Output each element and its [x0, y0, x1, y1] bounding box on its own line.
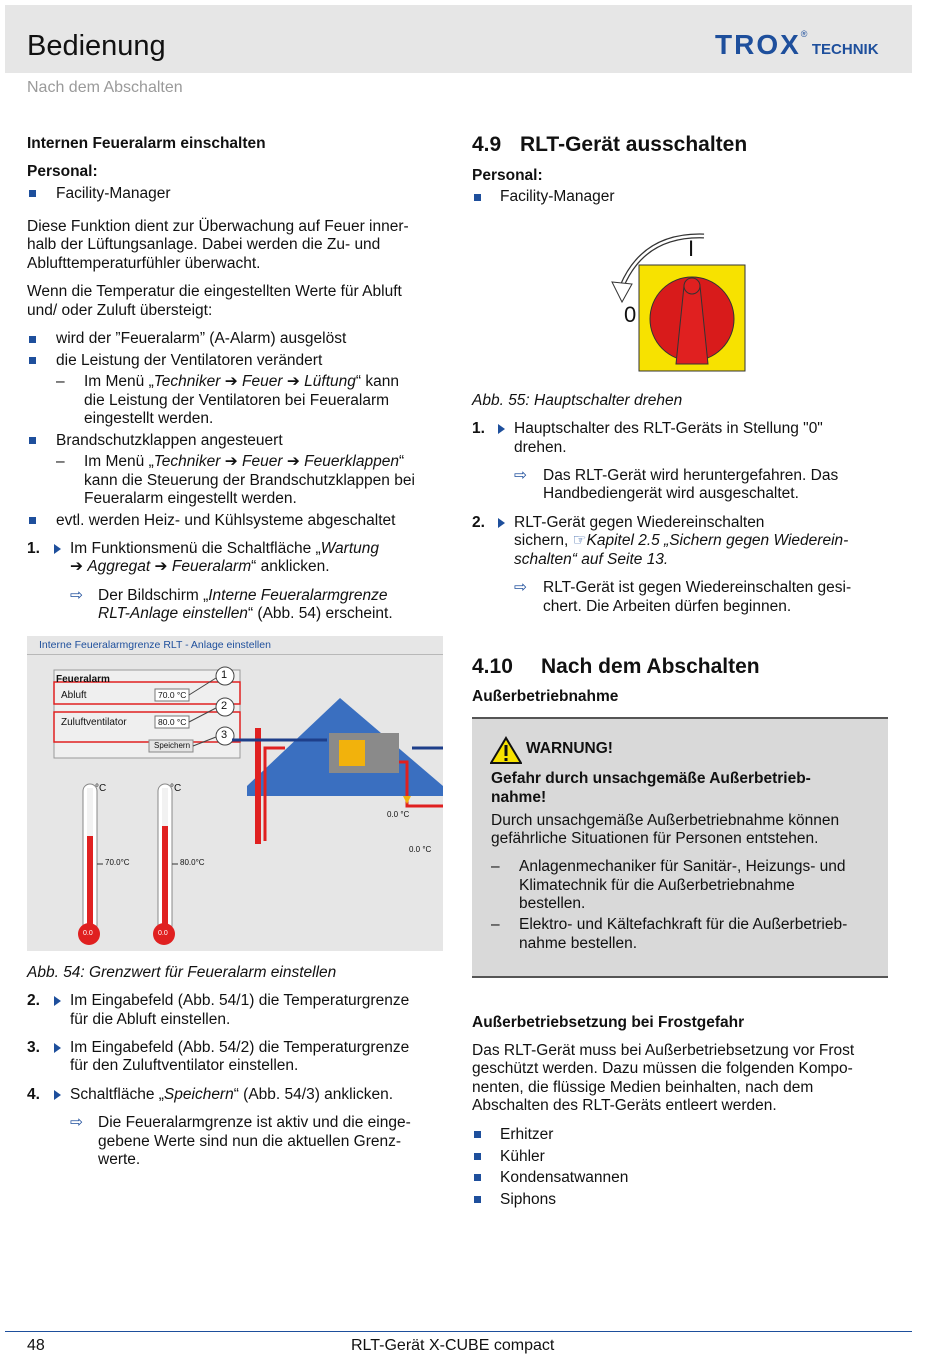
result-arrow-icon: ⇨	[70, 587, 83, 604]
bullet-icon	[474, 194, 481, 201]
bullet-icon	[29, 517, 36, 524]
bullet-icon	[29, 437, 36, 444]
step-text: drehen.	[514, 439, 567, 456]
result-text: gebene Werte sind nun die aktuellen Grenz-	[98, 1133, 402, 1150]
step-arrow-icon	[498, 518, 505, 528]
subheading-frost: Außerbetriebsetzung bei Frostgefahr	[472, 1014, 745, 1031]
result-text: RLT-Anlage einstellen“ (Abb. 54) erscheint.	[98, 605, 393, 622]
section-number-4-10: 4.10	[472, 655, 513, 678]
step-text: für die Abluft einstellen.	[70, 1011, 231, 1028]
screen-title: Interne Feueralarmgrenze RLT - Anlage einstellen	[39, 639, 271, 651]
paragraph-line: Diese Funktion dient zur Überwachung auf Feuer inner-	[27, 218, 409, 235]
result-text: werte.	[98, 1151, 141, 1168]
list-subitem: Im Menü „Techniker ➔ Feuer ➔ Lüftung“ kann	[84, 373, 399, 390]
zuluft-label: Zuluftventilator	[61, 717, 127, 728]
section-number-4-9: 4.9	[472, 133, 502, 156]
list-subitem-line: eingestellt werden.	[84, 410, 214, 427]
list-item: Brandschutzklappen angesteuert	[56, 432, 283, 449]
step-number: 3.	[27, 1039, 40, 1056]
list-item: Kondensatwannen	[500, 1169, 629, 1186]
warning-text: gefährliche Situationen für Personen entstehen.	[491, 830, 819, 847]
page-title: Bedienung	[27, 30, 166, 62]
main-switch-figure	[604, 224, 754, 374]
warning-heading: nahme!	[491, 789, 547, 806]
personal-label: Personal:	[472, 167, 543, 184]
warning-label: WARNUNG!	[526, 740, 613, 757]
list-item: die Leistung der Ventilatoren verändert	[56, 352, 323, 369]
list-item: Siphons	[500, 1191, 557, 1208]
result-text: Der Bildschirm „Interne Feueralarmgrenze	[98, 587, 388, 604]
bullet-icon	[474, 1174, 481, 1181]
abluft-label: Abluft	[61, 690, 87, 701]
abluft-input[interactable]: 70.0 °C	[158, 690, 187, 700]
bullet-icon	[474, 1153, 481, 1160]
page-subtitle: Nach dem Abschalten	[27, 79, 183, 96]
step-number: 2.	[27, 992, 40, 1009]
switch-off-mark: 0	[624, 302, 637, 327]
step-text: Hauptschalter des RLT-Geräts in Stellung "0"	[514, 420, 823, 437]
result-text: RLT-Gerät ist gegen Wiedereinschalten gesi-	[543, 579, 852, 596]
step-arrow-icon	[54, 544, 61, 554]
figure-caption-54: Abb. 54: Grenzwert für Feueralarm einstellen	[27, 964, 337, 981]
therm2-mark: 80.0°C	[180, 858, 205, 867]
bullet-icon	[474, 1131, 481, 1138]
save-button[interactable]: Speichern	[154, 741, 191, 750]
paragraph-line: halb der Lüftungsanlage. Dabei werden die Zu- und	[27, 236, 381, 253]
paragraph-line: nenten, die flüssige Medien beinhalten, nach dem	[472, 1079, 814, 1096]
paragraph-line: Wenn die Temperatur die eingestellten Werte für Abluft	[27, 283, 402, 300]
personal-label: Personal:	[27, 163, 98, 180]
result-arrow-icon: ⇨	[514, 467, 527, 484]
list-subitem: Im Menü „Techniker ➔ Feuer ➔ Feuerklappen“	[84, 453, 405, 470]
step-arrow-icon	[498, 424, 505, 434]
callout-2: 2	[221, 700, 228, 712]
section-heading-feueralarm: Internen Feueralarm einschalten	[27, 135, 266, 152]
warning-heading: Gefahr durch unsachgemäße Außerbetrieb-	[491, 770, 811, 787]
list-subitem-line: die Leistung der Ventilatoren bei Feueralarm	[84, 392, 390, 409]
step-text: Im Eingabefeld (Abb. 54/2) die Temperaturgrenze	[70, 1039, 410, 1056]
figure-caption-55: Abb. 55: Hauptschalter drehen	[472, 392, 683, 409]
step-arrow-icon	[54, 1090, 61, 1100]
page-number: 48	[27, 1337, 45, 1354]
step-text: Im Eingabefeld (Abb. 54/1) die Temperaturgrenze	[70, 992, 410, 1009]
personal-item: Facility-Manager	[500, 188, 615, 205]
chapter-link[interactable]: Kapitel 2.5 „Sichern gegen Wiederein-	[586, 532, 849, 549]
paragraph-line: Abschalten des RLT-Geräts entleert werden.	[472, 1097, 777, 1114]
trox-logo: TROX® TECHNIK	[715, 29, 879, 60]
result-text: chert. Die Arbeiten dürfen beginnen.	[543, 598, 792, 615]
bullet-icon	[474, 1196, 481, 1203]
step-text: RLT-Gerät gegen Wiedereinschalten	[514, 514, 765, 531]
list-item: wird der ”Feueralarm” (A-Alarm) ausgelöst	[56, 330, 347, 347]
step-number: 2.	[472, 514, 485, 531]
therm1-unit: °C	[95, 783, 107, 794]
warning-text: Durch unsachgemäße Außerbetriebnahme können	[491, 812, 840, 829]
list-item: evtl. werden Heiz- und Kühlsysteme abgeschaltet	[56, 512, 396, 529]
list-subitem-line: Feueralarm eingestellt werden.	[84, 490, 297, 507]
step-text: sichern, ☞Kapitel 2.5 „Sichern gegen Wiederein-	[514, 532, 849, 549]
step-text: Schaltfläche „Speichern“ (Abb. 54/3) anklicken.	[70, 1086, 394, 1103]
list-subitem-line: kann die Steuerung der Brandschutzklappen bei	[84, 472, 415, 489]
dash-icon: –	[56, 373, 65, 390]
therm2-bulb-value: 0.0	[158, 930, 168, 937]
fire-alarm-screen-figure	[27, 636, 443, 951]
result-text: Die Feueralarmgrenze ist aktiv und die einge-	[98, 1114, 411, 1131]
bullet-icon	[29, 190, 36, 197]
step-arrow-icon	[54, 996, 61, 1006]
step-number: 4.	[27, 1086, 40, 1103]
step-text: für den Zuluftventilator einstellen.	[70, 1057, 299, 1074]
dash-icon: –	[491, 858, 500, 875]
house-value-1: 0.0 °C	[387, 810, 410, 819]
result-arrow-icon: ⇨	[70, 1114, 83, 1131]
product-name: RLT-Gerät X-CUBE compact	[351, 1337, 555, 1354]
step-arrow-icon	[54, 1043, 61, 1053]
warning-item: Elektro- und Kältefachkraft für die Außerbetrieb-	[519, 916, 848, 933]
step-number: 1.	[472, 420, 485, 437]
warning-item: nahme bestellen.	[519, 935, 638, 952]
dash-icon: –	[56, 453, 65, 470]
paragraph-line: geschützt werden. Dazu müssen die folgenden Kompo-	[472, 1060, 853, 1077]
warning-item: Anlagenmechaniker für Sanitär-, Heizungs- und	[519, 858, 846, 875]
therm1-mark: 70.0°C	[105, 858, 130, 867]
section-title-4-9: RLT-Gerät ausschalten	[520, 133, 748, 156]
warning-item: Klimatechnik für die Außerbetriebnahme	[519, 877, 795, 894]
warning-item: bestellen.	[519, 895, 586, 912]
panel-title: Feueralarm	[56, 674, 110, 685]
warning-icon	[490, 736, 522, 764]
dash-icon: –	[491, 916, 500, 933]
section-title-4-10: Nach dem Abschalten	[541, 655, 760, 678]
chapter-link[interactable]: schalten“ auf Seite 13.	[514, 551, 669, 568]
zuluft-input[interactable]: 80.0 °C	[158, 717, 187, 727]
callout-3: 3	[221, 729, 228, 741]
switch-on-mark: I	[688, 236, 695, 261]
paragraph-line: Ablufttemperaturfühler überwacht.	[27, 255, 261, 272]
therm1-bulb-value: 0.0	[83, 930, 93, 937]
list-item: Erhitzer	[500, 1126, 554, 1143]
result-text: Handbediengerät wird ausgeschaltet.	[543, 485, 799, 502]
house-value-2: 0.0 °C	[409, 845, 432, 854]
step-text: ➔ Aggregat ➔ Feueralarm“ anklicken.	[70, 558, 330, 575]
link-icon: ☞	[572, 532, 587, 549]
footer-divider	[5, 1331, 912, 1332]
list-item: Kühler	[500, 1148, 545, 1165]
bullet-icon	[29, 357, 36, 364]
result-text: Das RLT-Gerät wird heruntergefahren. Das	[543, 467, 839, 484]
step-number: 1.	[27, 540, 40, 557]
therm2-unit: °C	[170, 783, 182, 794]
result-arrow-icon: ⇨	[514, 579, 527, 596]
subheading-ausserbetriebnahme: Außerbetriebnahme	[472, 688, 619, 705]
callout-1: 1	[221, 669, 228, 681]
step-text: Im Funktionsmenü die Schaltfläche „Wartung	[70, 540, 380, 557]
personal-item: Facility-Manager	[56, 185, 171, 202]
paragraph-line: und/ oder Zuluft übersteigt:	[27, 302, 213, 319]
bullet-icon	[29, 336, 36, 343]
paragraph-line: Das RLT-Gerät muss bei Außerbetriebsetzung vor Frost	[472, 1042, 855, 1059]
